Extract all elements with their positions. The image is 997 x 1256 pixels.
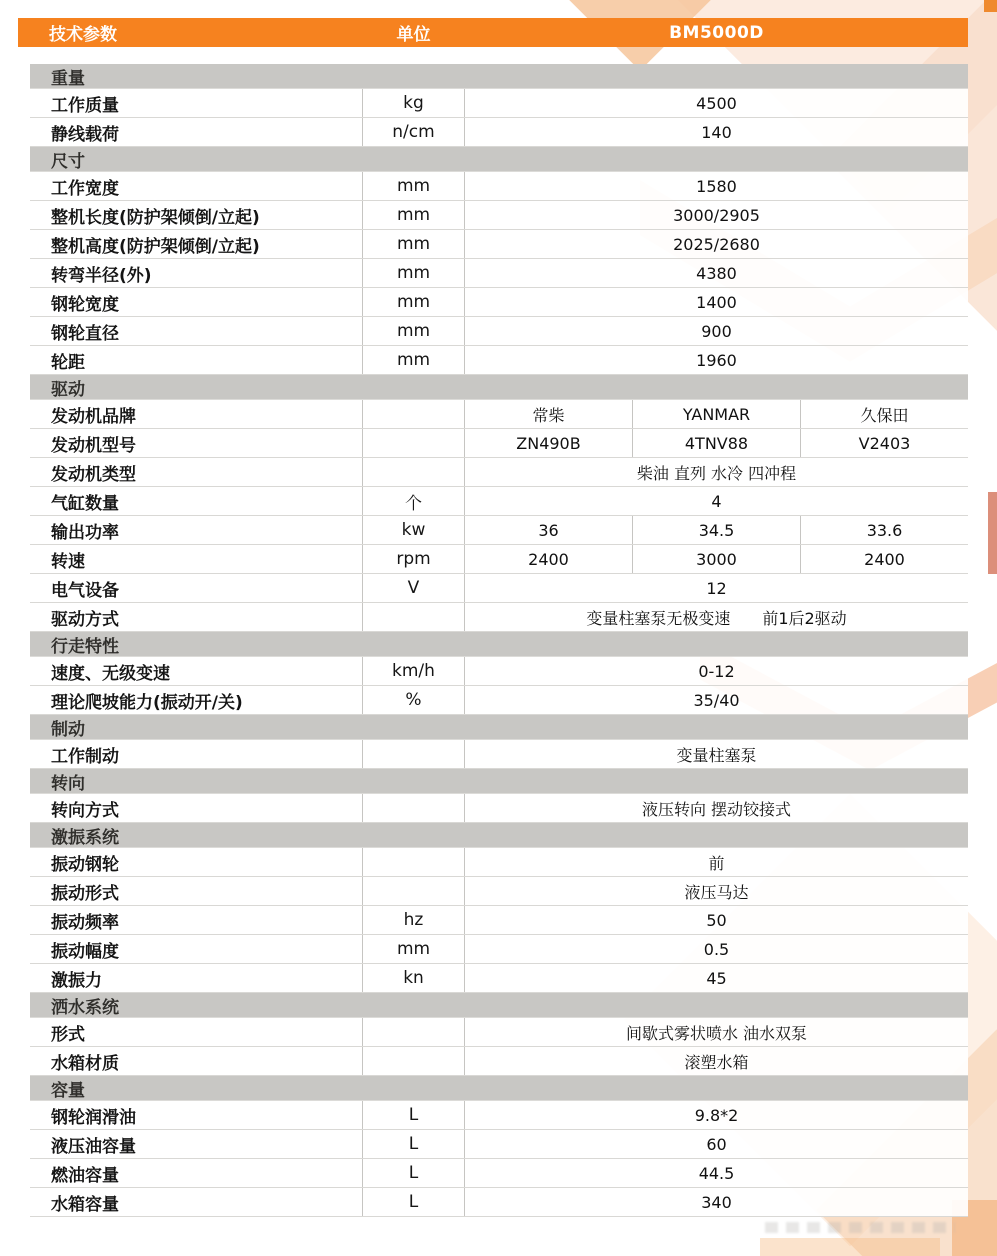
table-row xyxy=(30,794,968,823)
section-header xyxy=(30,1076,968,1101)
value-cell: 0.5 xyxy=(703,939,730,959)
value-cell: 滚塑水箱 xyxy=(684,1052,749,1072)
param-label: 驱动方式 xyxy=(51,609,119,630)
table-row xyxy=(30,1018,968,1047)
value-cell: 2400 xyxy=(800,545,968,573)
corner-accent xyxy=(984,0,997,12)
value-cells xyxy=(465,794,968,822)
unit-cell: kw xyxy=(362,516,465,544)
table-row xyxy=(30,259,968,288)
value-cells xyxy=(465,201,968,229)
value-cells xyxy=(465,545,968,573)
unit-cell: kg xyxy=(362,89,465,117)
unit-cell: % xyxy=(362,686,465,714)
table-row xyxy=(30,1101,968,1130)
param-label: 静线载荷 xyxy=(51,124,119,145)
value-cells xyxy=(465,288,968,316)
value-cells xyxy=(465,516,968,544)
param-label: 转弯半径(外) xyxy=(51,265,152,286)
value-cell: 35/40 xyxy=(693,690,740,710)
section-header xyxy=(30,993,968,1018)
param-label: 振动形式 xyxy=(51,883,119,904)
section-title: 尺寸 xyxy=(51,151,85,172)
value-cell: 1580 xyxy=(696,176,737,196)
value-cell: 间歇式雾状喷水 油水双泵 xyxy=(625,1023,808,1043)
unit-cell xyxy=(362,458,465,486)
section-title: 行走特性 xyxy=(51,636,119,657)
value-cells xyxy=(465,964,968,992)
table-row xyxy=(30,201,968,230)
unit-column-header: 单位 xyxy=(396,25,431,45)
param-label: 转速 xyxy=(51,551,85,572)
value-cells xyxy=(465,603,968,631)
table-row xyxy=(30,545,968,574)
unit-cell: n/cm xyxy=(362,118,465,146)
table-row xyxy=(30,288,968,317)
section-header xyxy=(30,375,968,400)
value-cell: 140 xyxy=(701,122,732,142)
param-label: 激振力 xyxy=(51,970,102,991)
param-label: 水箱材质 xyxy=(51,1053,119,1074)
value-cell: 900 xyxy=(701,321,732,341)
param-label: 整机长度(防护架倾倒/立起) xyxy=(51,207,260,228)
value-cell: 36 xyxy=(538,520,559,540)
table-row xyxy=(30,1130,968,1159)
unit-cell xyxy=(362,848,465,876)
param-label: 钢轮润滑油 xyxy=(51,1107,136,1128)
unit-cell xyxy=(362,740,465,768)
unit-cell: L xyxy=(362,1188,465,1216)
value-cells xyxy=(465,230,968,258)
table-row xyxy=(30,317,968,346)
value-cell: 1960 xyxy=(696,350,737,370)
value-cells xyxy=(465,1188,968,1216)
table-row xyxy=(30,458,968,487)
section-title: 重量 xyxy=(51,68,85,89)
value-cells xyxy=(465,1101,968,1129)
value-cell: 60 xyxy=(706,1134,727,1154)
table-row xyxy=(30,935,968,964)
unit-cell: mm xyxy=(362,201,465,229)
value-cell: 久保田 xyxy=(800,400,968,428)
value-cells xyxy=(465,906,968,934)
value-cell: V2403 xyxy=(800,429,968,457)
section-header xyxy=(30,64,968,89)
unit-cell xyxy=(362,429,465,457)
unit-cell: mm xyxy=(362,259,465,287)
value-cell: 4TNV88 xyxy=(632,429,800,457)
section-header xyxy=(30,147,968,172)
value-cells xyxy=(465,657,968,685)
unit-cell: rpm xyxy=(362,545,465,573)
param-label: 转向方式 xyxy=(51,800,119,821)
value-cell: 0-12 xyxy=(698,661,735,681)
value-cells xyxy=(465,740,968,768)
param-column-header: 技术参数 xyxy=(49,25,117,45)
table-row xyxy=(30,89,968,118)
section-header xyxy=(30,632,968,657)
model-column-header: BM5000D xyxy=(669,22,764,43)
section-title: 洒水系统 xyxy=(51,997,119,1018)
section-title: 容量 xyxy=(51,1080,85,1101)
value-cell: 9.8*2 xyxy=(694,1105,739,1125)
value-cell: 3000/2905 xyxy=(673,205,760,225)
unit-cell: mm xyxy=(362,288,465,316)
table-row xyxy=(30,848,968,877)
value-cell: 34.5 xyxy=(632,516,800,544)
edge-accent xyxy=(988,492,997,574)
value-cell: 4500 xyxy=(696,93,737,113)
param-label: 工作宽度 xyxy=(51,178,119,199)
param-label: 形式 xyxy=(51,1024,85,1045)
table-row xyxy=(30,964,968,993)
param-label: 水箱容量 xyxy=(51,1194,119,1215)
section-title: 转向 xyxy=(51,773,85,794)
value-cells xyxy=(465,458,968,486)
param-label: 发动机品牌 xyxy=(51,406,136,427)
param-label: 钢轮直径 xyxy=(51,323,119,344)
value-cells xyxy=(465,317,968,345)
param-label: 速度、无级变速 xyxy=(51,663,170,684)
value-cells xyxy=(465,259,968,287)
unit-cell: mm xyxy=(362,317,465,345)
value-cell: 柴油 直列 水冷 四冲程 xyxy=(636,463,797,483)
value-cell: 4380 xyxy=(696,263,737,283)
value-cell: ZN490B xyxy=(516,433,581,453)
param-label: 电气设备 xyxy=(51,580,119,601)
param-label: 钢轮宽度 xyxy=(51,294,119,315)
section-header xyxy=(30,823,968,848)
param-label: 发动机类型 xyxy=(51,464,136,485)
value-cell: 液压马达 xyxy=(684,882,749,902)
value-cells xyxy=(465,877,968,905)
table-row xyxy=(30,516,968,545)
section-title: 激振系统 xyxy=(51,827,119,848)
value-cells xyxy=(465,400,968,428)
param-label: 振动幅度 xyxy=(51,941,119,962)
value-cells xyxy=(465,574,968,602)
value-cells xyxy=(465,118,968,146)
value-cell: 变量柱塞泵无极变速 前1后2驱动 xyxy=(586,608,847,628)
bottom-accent xyxy=(760,1238,940,1256)
value-cells xyxy=(465,1047,968,1075)
unit-cell: mm xyxy=(362,172,465,200)
value-cells xyxy=(465,1159,968,1187)
unit-cell: km/h xyxy=(362,657,465,685)
value-cells xyxy=(465,346,968,374)
table-row xyxy=(30,1159,968,1188)
value-cells xyxy=(465,1018,968,1046)
value-cell: 液压转向 摆动铰接式 xyxy=(641,799,792,819)
param-label: 燃油容量 xyxy=(51,1165,119,1186)
value-cell: 2400 xyxy=(528,549,569,569)
section-header xyxy=(30,769,968,794)
table-row xyxy=(30,1047,968,1076)
param-label: 气缸数量 xyxy=(51,493,119,514)
value-cells xyxy=(465,1130,968,1158)
value-cells xyxy=(465,429,968,457)
section-title: 驱动 xyxy=(51,379,85,400)
section-title: 制动 xyxy=(51,719,85,740)
unit-cell: L xyxy=(362,1101,465,1129)
unit-cell xyxy=(362,1047,465,1075)
table-row xyxy=(30,603,968,632)
unit-cell xyxy=(362,400,465,428)
table-row xyxy=(30,740,968,769)
spec-table xyxy=(30,64,968,1217)
unit-cell: kn xyxy=(362,964,465,992)
unit-cell: mm xyxy=(362,935,465,963)
value-cell: 前 xyxy=(708,853,725,873)
table-row xyxy=(30,118,968,147)
table-row xyxy=(30,877,968,906)
value-cell: 50 xyxy=(706,910,727,930)
unit-cell: V xyxy=(362,574,465,602)
value-cell: 变量柱塞泵 xyxy=(676,745,757,765)
table-header-bar xyxy=(18,18,968,47)
param-label: 发动机型号 xyxy=(51,435,136,456)
table-row xyxy=(30,346,968,375)
section-header xyxy=(30,715,968,740)
param-label: 振动钢轮 xyxy=(51,854,119,875)
unit-cell: mm xyxy=(362,346,465,374)
value-cell: 2025/2680 xyxy=(673,234,760,254)
table-row xyxy=(30,400,968,429)
value-cells xyxy=(465,487,968,515)
value-cell: 44.5 xyxy=(698,1163,735,1183)
unit-cell: L xyxy=(362,1130,465,1158)
unit-cell xyxy=(362,877,465,905)
param-label: 工作制动 xyxy=(51,746,119,767)
value-cell: YANMAR xyxy=(632,400,800,428)
value-cell: 33.6 xyxy=(800,516,968,544)
param-label: 输出功率 xyxy=(51,522,119,543)
value-cell: 45 xyxy=(706,968,727,988)
table-row xyxy=(30,906,968,935)
unit-cell: L xyxy=(362,1159,465,1187)
param-label: 工作质量 xyxy=(51,95,119,116)
watermark-smudge xyxy=(765,1222,955,1233)
param-label: 整机高度(防护架倾倒/立起) xyxy=(51,236,260,257)
table-row xyxy=(30,429,968,458)
value-cell: 常柴 xyxy=(532,405,565,425)
param-label: 理论爬坡能力(振动开/关) xyxy=(51,692,243,713)
value-cells xyxy=(465,935,968,963)
table-row xyxy=(30,686,968,715)
unit-cell xyxy=(362,794,465,822)
value-cells xyxy=(465,848,968,876)
value-cell: 3000 xyxy=(632,545,800,573)
value-cells xyxy=(465,172,968,200)
table-row xyxy=(30,1188,968,1217)
value-cells xyxy=(465,686,968,714)
unit-cell: mm xyxy=(362,230,465,258)
unit-cell: hz xyxy=(362,906,465,934)
value-cell: 12 xyxy=(706,578,727,598)
table-row xyxy=(30,487,968,516)
table-row xyxy=(30,657,968,686)
param-label: 振动频率 xyxy=(51,912,119,933)
value-cell: 340 xyxy=(701,1192,732,1212)
unit-cell xyxy=(362,1018,465,1046)
value-cells xyxy=(465,89,968,117)
table-row xyxy=(30,230,968,259)
param-label: 轮距 xyxy=(51,352,85,373)
value-cell: 4 xyxy=(711,491,722,511)
table-row xyxy=(30,574,968,603)
value-cell: 1400 xyxy=(696,292,737,312)
unit-cell: 个 xyxy=(362,487,465,515)
unit-cell xyxy=(362,603,465,631)
param-label: 液压油容量 xyxy=(51,1136,136,1157)
table-row xyxy=(30,172,968,201)
